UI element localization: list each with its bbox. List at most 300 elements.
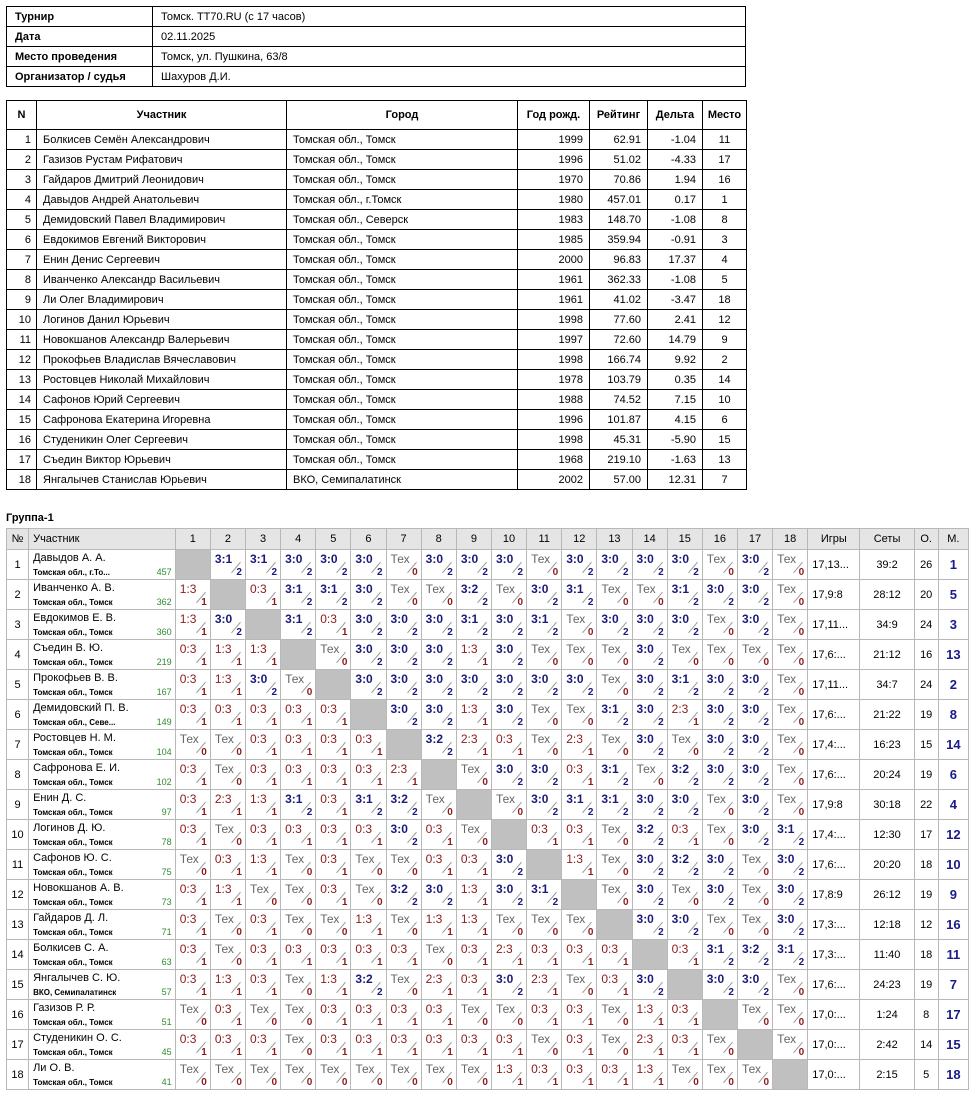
participant-n: 13	[7, 370, 37, 390]
match-points: 0	[587, 717, 594, 728]
match-score: 0:3	[179, 792, 197, 806]
grid-participant	[29, 970, 176, 1000]
match-points: 1	[482, 867, 488, 878]
match-points: 2	[658, 867, 664, 878]
match-score: 3:0	[355, 642, 373, 656]
grid-participant-rating: 45	[161, 1047, 172, 1057]
match-cell	[421, 880, 456, 910]
grid-participant-city: Томская обл., Томск	[33, 628, 113, 637]
grid-points: 18	[914, 940, 938, 970]
match-points: 2	[798, 957, 805, 968]
grid-points: 24	[914, 670, 938, 700]
match-score: 3:1	[320, 582, 338, 596]
match-cell	[421, 580, 456, 610]
match-score: 1:3	[636, 1002, 654, 1016]
grid-points: 19	[914, 880, 938, 910]
match-score: 0:3	[355, 822, 373, 836]
match-points: 2	[306, 597, 313, 608]
match-cell	[351, 640, 386, 670]
match-cell	[773, 880, 808, 910]
match-cell	[281, 1030, 316, 1060]
match-points: 0	[201, 1017, 207, 1028]
match-points: 2	[341, 597, 348, 608]
match-points: 0	[622, 897, 629, 908]
match-points: 1	[376, 837, 383, 848]
match-points: 1	[271, 957, 278, 968]
match-points: 1	[201, 897, 207, 908]
participant-delta: -1.63	[648, 450, 703, 470]
col-rating: Рейтинг	[590, 101, 648, 130]
match-score: 0:3	[249, 942, 267, 956]
grid-points: 24	[914, 610, 938, 640]
match-cell	[210, 610, 245, 640]
match-points: 2	[517, 987, 524, 998]
grid-col-opponent: 5	[316, 529, 351, 550]
match-cell	[667, 730, 702, 760]
match-score: Тех	[285, 1062, 305, 1076]
match-points: 1	[482, 987, 488, 998]
match-cell	[562, 700, 597, 730]
match-points: 1	[341, 747, 348, 758]
participants-header-row	[7, 101, 747, 130]
grid-participant-name: Газизов Р. Р.	[33, 1002, 96, 1014]
match-cell	[773, 1000, 808, 1030]
match-score: 1:3	[320, 972, 337, 986]
match-points: 2	[728, 987, 734, 998]
match-points: 0	[763, 867, 770, 878]
match-points: 1	[341, 867, 348, 878]
match-score: 3:0	[601, 552, 619, 566]
match-score: 3:1	[460, 612, 479, 626]
match-cell	[316, 790, 351, 820]
match-points: 1	[412, 1047, 418, 1058]
match-points: 2	[587, 687, 594, 698]
match-points: 2	[552, 687, 559, 698]
match-score: Тех	[741, 852, 762, 866]
match-cell	[421, 1030, 456, 1060]
match-points: 0	[517, 1017, 524, 1028]
participant-year: 2002	[518, 470, 590, 490]
match-points: 1	[201, 837, 207, 848]
participants-table	[6, 100, 747, 490]
match-points: 0	[412, 867, 418, 878]
match-cell	[351, 1060, 386, 1090]
match-points: 1	[517, 1077, 524, 1088]
grid-participant-rating: 104	[156, 747, 172, 757]
match-score: 0:3	[355, 942, 373, 956]
col-city: Город	[287, 101, 518, 130]
participant-row	[7, 230, 747, 250]
match-points: 0	[728, 807, 734, 818]
match-points: 1	[412, 777, 418, 788]
match-score: 0:3	[179, 972, 197, 986]
grid-participant-city: ВКО, Семипалатинск	[33, 988, 117, 997]
match-cell	[737, 850, 772, 880]
participant-rating: 70.86	[590, 170, 648, 190]
participant-n: 5	[7, 210, 37, 230]
info-value: 02.11.2025	[153, 27, 746, 47]
match-score: Тех	[777, 762, 797, 776]
match-score: 1:3	[249, 642, 267, 656]
grid-participant-name: Сафронова Е. И.	[33, 762, 121, 774]
match-points: 2	[412, 807, 418, 818]
match-score: 0:3	[179, 1032, 197, 1046]
match-points: 1	[341, 1017, 348, 1028]
grid-diagonal-cell	[667, 970, 702, 1000]
match-points: 2	[798, 867, 805, 878]
match-points: 1	[447, 867, 453, 878]
match-cell	[175, 1030, 210, 1060]
participant-delta: 7.15	[648, 390, 703, 410]
match-points: 2	[728, 777, 734, 788]
grid-col-opponent: 9	[456, 529, 491, 550]
match-cell	[281, 1060, 316, 1090]
match-points: 0	[552, 927, 559, 938]
grid-place: 10	[938, 850, 968, 880]
grid-points: 14	[914, 1030, 938, 1060]
match-score: 0:3	[495, 1032, 513, 1046]
match-score: Тех	[214, 762, 234, 776]
match-score: 3:0	[636, 972, 654, 986]
round-robin-grid	[6, 528, 969, 1090]
match-cell	[456, 610, 491, 640]
match-points: 2	[376, 657, 383, 668]
grid-row-no: 9	[7, 790, 29, 820]
match-points: 1	[271, 657, 278, 668]
match-score: 0:3	[601, 1062, 619, 1076]
grid-place: 12	[938, 820, 968, 850]
grid-points: 26	[914, 550, 938, 580]
match-points: 1	[693, 1047, 699, 1058]
participant-n: 12	[7, 350, 37, 370]
match-points: 2	[412, 627, 418, 638]
participant-place: 1	[703, 190, 747, 210]
match-score: Тех	[425, 792, 445, 806]
participant-rating: 457.01	[590, 190, 648, 210]
match-score: 0:3	[671, 822, 689, 836]
match-cell	[386, 1060, 421, 1090]
match-points: 2	[236, 627, 242, 638]
grid-col-name: Участник	[29, 529, 176, 550]
grid-diagonal-cell	[386, 730, 421, 760]
participant-name: Съедин Виктор Юрьевич	[37, 450, 287, 470]
match-score: 3:1	[601, 792, 619, 806]
grid-sets: 2:42	[860, 1030, 914, 1060]
match-points: 1	[306, 777, 313, 788]
match-points: 2	[552, 897, 559, 908]
grid-col-sets: Сеты	[860, 529, 914, 550]
grid-participant-city: Томская обл., Томск	[33, 598, 113, 607]
match-score: Тех	[355, 852, 375, 866]
match-score: 0:3	[495, 732, 513, 746]
match-score: 2:3	[425, 972, 443, 986]
match-cell	[737, 550, 772, 580]
grid-points: 19	[914, 700, 938, 730]
match-score: Тех	[741, 1062, 762, 1076]
match-cell	[491, 880, 526, 910]
match-score: 3:0	[320, 552, 338, 566]
match-points: 0	[552, 1047, 559, 1058]
match-points: 1	[236, 807, 242, 818]
match-points: 0	[587, 987, 594, 998]
col-delta: Дельта	[648, 101, 703, 130]
match-score: 3:2	[636, 822, 654, 836]
match-cell	[245, 640, 280, 670]
match-cell	[597, 970, 632, 1000]
match-score: 0:3	[285, 702, 302, 716]
info-value: Томск, ул. Пушкина, 63/8	[153, 47, 746, 67]
match-score: 0:3	[179, 882, 197, 896]
participant-year: 1997	[518, 330, 590, 350]
match-cell	[175, 640, 210, 670]
match-points: 1	[341, 627, 348, 638]
match-cell	[316, 550, 351, 580]
match-cell	[456, 760, 491, 790]
match-cell	[667, 700, 702, 730]
match-points: 0	[798, 777, 805, 788]
match-score: 3:1	[531, 612, 549, 626]
match-score: 0:3	[285, 762, 302, 776]
match-score: 3:0	[636, 792, 654, 806]
participant-row	[7, 270, 747, 290]
participant-year: 1968	[518, 450, 590, 470]
match-cell	[632, 640, 667, 670]
participant-delta: -1.04	[648, 130, 703, 150]
match-cell	[245, 850, 280, 880]
grid-participant-city: Томская обл., Томск	[33, 778, 113, 787]
match-score: 0:3	[214, 852, 232, 866]
match-points: 2	[763, 987, 770, 998]
match-score: Тех	[285, 1032, 305, 1046]
participant-rating: 362.33	[590, 270, 648, 290]
match-score: 3:0	[636, 912, 654, 926]
participant-rating: 45.31	[590, 430, 648, 450]
match-cell	[386, 970, 421, 1000]
match-points: 2	[658, 897, 664, 908]
match-points: 0	[693, 747, 699, 758]
match-score: 0:3	[214, 1002, 232, 1016]
match-points: 2	[763, 567, 770, 578]
participant-delta: -3.47	[648, 290, 703, 310]
match-points: 0	[798, 717, 805, 728]
match-cell	[773, 760, 808, 790]
match-points: 2	[728, 957, 734, 968]
participant-place: 17	[703, 150, 747, 170]
match-score: 3:0	[706, 672, 725, 686]
grid-diagonal-cell	[632, 940, 667, 970]
match-points: 1	[658, 1047, 664, 1058]
match-cell	[527, 760, 562, 790]
match-cell	[702, 850, 737, 880]
match-score: 3:1	[777, 822, 795, 836]
match-score: Тех	[566, 912, 586, 926]
match-cell	[175, 970, 210, 1000]
match-cell	[421, 820, 456, 850]
grid-place: 11	[938, 940, 968, 970]
match-score: 3:0	[601, 612, 619, 626]
participant-place: 6	[703, 410, 747, 430]
match-points: 0	[271, 1077, 278, 1088]
grid-row-no: 15	[7, 970, 29, 1000]
match-score: Тех	[671, 642, 691, 656]
participant-city: Томская обл., Томск	[287, 310, 518, 330]
grid-participant-rating: 362	[156, 597, 172, 607]
match-cell	[281, 1000, 316, 1030]
match-score: 0:3	[249, 822, 267, 836]
grid-participant-name: Логинов Д. Ю.	[33, 822, 106, 834]
match-points: 1	[201, 627, 207, 638]
match-points: 0	[517, 927, 524, 938]
match-cell	[597, 1030, 632, 1060]
match-points: 2	[412, 687, 418, 698]
match-cell	[667, 1000, 702, 1030]
match-points: 2	[447, 687, 453, 698]
match-points: 0	[658, 777, 664, 788]
grid-participant-name: Ли О. В.	[33, 1062, 75, 1074]
participant-name: Янгалычев Станислав Юрьевич	[37, 470, 287, 490]
grid-games: 17,9:8	[808, 790, 860, 820]
match-cell	[632, 1030, 667, 1060]
match-points: 2	[728, 747, 734, 758]
match-score: 3:1	[601, 702, 619, 716]
match-score: Тех	[706, 642, 726, 656]
match-points: 0	[271, 897, 278, 908]
match-score: 2:3	[636, 1032, 654, 1046]
participant-n: 16	[7, 430, 37, 450]
match-cell	[421, 610, 456, 640]
match-points: 2	[763, 717, 770, 728]
match-points: 0	[728, 627, 734, 638]
participant-city: Томская обл., Томск	[287, 290, 518, 310]
match-score: Тех	[390, 1062, 410, 1076]
match-cell	[456, 1060, 491, 1090]
match-score: 3:0	[390, 612, 408, 626]
participant-name: Демидовский Павел Владимирович	[37, 210, 287, 230]
match-cell	[702, 730, 737, 760]
match-points: 2	[763, 687, 770, 698]
match-points: 2	[587, 567, 594, 578]
match-score: 3:0	[777, 912, 795, 926]
match-points: 1	[201, 687, 207, 698]
match-points: 2	[763, 807, 770, 818]
match-cell	[632, 610, 667, 640]
match-score: 0:3	[179, 822, 197, 836]
grid-participant-name: Болкисев С. А.	[33, 942, 109, 954]
match-points: 1	[622, 1077, 629, 1088]
participant-city: ВКО, Семипалатинск	[287, 470, 518, 490]
participant-n: 18	[7, 470, 37, 490]
match-points: 2	[482, 567, 488, 578]
match-points: 1	[341, 957, 348, 968]
match-score: 3:2	[671, 762, 689, 776]
grid-diagonal-cell	[351, 700, 386, 730]
match-points: 2	[693, 867, 699, 878]
match-score: 0:3	[320, 822, 337, 836]
match-score: Тех	[460, 1062, 480, 1076]
match-cell	[421, 1000, 456, 1030]
match-score: Тех	[425, 582, 445, 596]
match-score: 3:0	[495, 642, 514, 656]
match-points: 1	[517, 747, 524, 758]
match-points: 0	[587, 927, 594, 938]
match-cell	[210, 670, 245, 700]
match-points: 0	[622, 597, 629, 608]
match-score: 1:3	[495, 1062, 513, 1076]
grid-diagonal-cell	[421, 760, 456, 790]
match-cell	[632, 880, 667, 910]
participant-place: 12	[703, 310, 747, 330]
match-cell	[491, 760, 526, 790]
grid-participant-city: Томская обл., Томск	[33, 868, 113, 877]
match-score: Тех	[777, 1002, 797, 1016]
grid-diagonal-cell	[456, 790, 491, 820]
match-cell	[281, 850, 316, 880]
match-points: 2	[622, 807, 629, 818]
grid-col-opponent: 4	[281, 529, 316, 550]
match-points: 1	[447, 1017, 453, 1028]
match-cell	[702, 580, 737, 610]
participant-year: 1961	[518, 290, 590, 310]
grid-row-no: 16	[7, 1000, 29, 1030]
info-key: Дата	[7, 27, 153, 47]
match-points: 0	[763, 657, 770, 668]
grid-row	[7, 1030, 969, 1060]
grid-participant	[29, 670, 176, 700]
grid-participant-rating: 97	[161, 807, 172, 817]
grid-col-opponent: 7	[386, 529, 421, 550]
match-cell	[351, 970, 386, 1000]
match-score: 1:3	[460, 882, 478, 896]
match-cell	[245, 760, 280, 790]
match-cell	[632, 760, 667, 790]
participant-rating: 74.52	[590, 390, 648, 410]
match-score: 0:3	[249, 972, 267, 986]
match-cell	[245, 940, 280, 970]
match-cell	[456, 580, 491, 610]
grid-place: 16	[938, 910, 968, 940]
col-year: Год рожд.	[518, 101, 590, 130]
match-points: 1	[271, 867, 278, 878]
grid-place: 4	[938, 790, 968, 820]
col-name: Участник	[37, 101, 287, 130]
grid-participant-city: Томская обл., Томск	[33, 898, 113, 907]
match-points: 2	[447, 897, 453, 908]
grid-points: 15	[914, 730, 938, 760]
match-score: 3:1	[531, 882, 549, 896]
match-points: 1	[306, 837, 313, 848]
match-score: Тех	[741, 882, 762, 896]
match-cell	[351, 760, 386, 790]
participant-name: Сафронова Екатерина Игоревна	[37, 410, 287, 430]
match-cell	[281, 700, 316, 730]
grid-row	[7, 1060, 969, 1090]
match-points: 0	[447, 1077, 453, 1088]
match-score: Тех	[671, 882, 691, 896]
match-cell	[386, 850, 421, 880]
match-cell	[456, 940, 491, 970]
grid-participant-city: Томская обл., Томск	[33, 928, 113, 937]
match-score: 3:0	[741, 822, 760, 836]
match-points: 1	[236, 987, 242, 998]
participant-place: 10	[703, 390, 747, 410]
participant-delta: 17.37	[648, 250, 703, 270]
participant-row	[7, 190, 747, 210]
grid-row	[7, 730, 969, 760]
match-cell	[281, 820, 316, 850]
match-points: 1	[587, 867, 594, 878]
match-points: 2	[271, 567, 278, 578]
match-cell	[562, 940, 597, 970]
